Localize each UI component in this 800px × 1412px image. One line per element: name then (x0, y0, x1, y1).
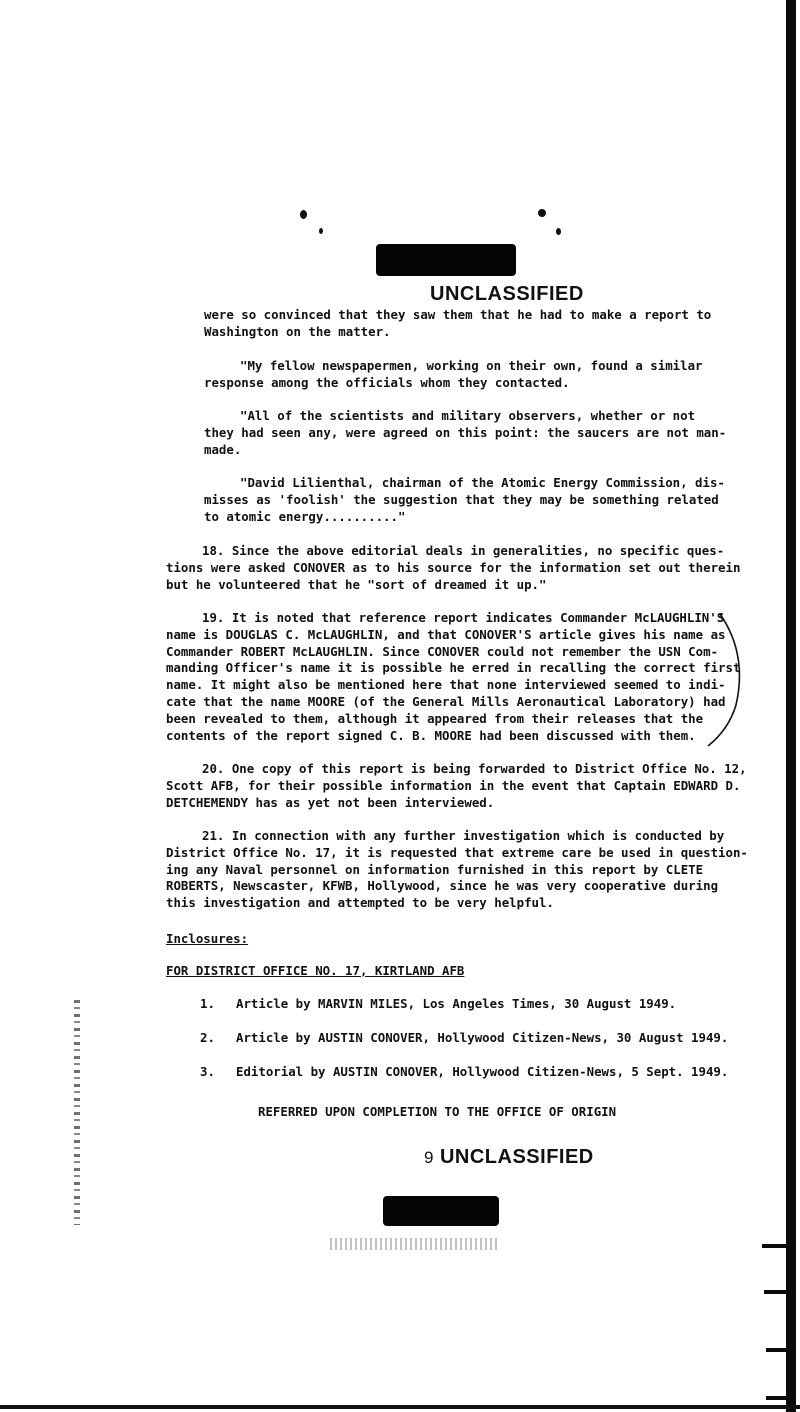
right-border-line (786, 0, 796, 1412)
paragraph-21 (166, 828, 756, 912)
paragraph-19 (166, 610, 756, 744)
text-line: to atomic energy.........." (204, 508, 406, 524)
inclosure-number: 3. (200, 1064, 215, 1079)
text-line: 20. One copy of this report is being forwarded to District Office No. 12, (202, 761, 747, 776)
text-line: "My fellow newspapermen, working on their own, found a similar (240, 358, 703, 373)
inclosure-number: 1. (200, 996, 215, 1011)
right-border-tick (764, 1290, 790, 1294)
inclosure-item (200, 996, 676, 1011)
text-line: they had seen any, were agreed on this point: the saucers are not man- (204, 424, 727, 440)
text-line: cate that the name MOORE (of the General Mills Aeronautical Laboratory) had (166, 693, 726, 709)
redaction-bar-top (376, 244, 516, 276)
right-border-tick (766, 1396, 790, 1400)
handwritten-bracket (700, 610, 750, 750)
text-line: Scott AFB, for their possible information in the event that Captain EDWARD D. (166, 777, 741, 793)
text-line: Washington on the matter. (204, 323, 391, 339)
inclosure-text: Article by AUSTIN CONOVER, Hollywood Citizen-News, 30 August 1949. (236, 1030, 729, 1045)
right-border-tick (762, 1244, 790, 1248)
paragraph-18 (166, 543, 756, 593)
punch-mark (556, 228, 561, 235)
punch-mark (538, 209, 546, 217)
classification-label: UNCLASSIFIED (439, 1146, 594, 1168)
text-line: manding Officer's name it is possible he erred in recalling the correct first (166, 660, 741, 676)
text-line: District Office No. 17, it is requested that extreme care be used in question- (166, 844, 748, 860)
text-line: "David Lilienthal, chairman of the Atomic Energy Commission, dis- (240, 475, 725, 490)
text-line: made. (204, 441, 242, 457)
quote-paragraph-3 (204, 475, 794, 525)
punch-mark (319, 228, 323, 234)
text-line: 18. Since the above editorial deals in generalities, no specific ques- (202, 543, 725, 558)
text-line: name. It might also be mentioned here that none interviewed seemed to indi- (166, 677, 726, 693)
classification-stamp-top: UNCLASSIFIED (430, 283, 584, 305)
intro-paragraph (204, 307, 794, 341)
referred-line: REFERRED UPON COMPLETION TO THE OFFICE OF ORIGIN (258, 1104, 617, 1119)
inclosure-item (200, 1064, 728, 1079)
text-line: "All of the scientists and military observers, whether or not (240, 408, 696, 423)
punch-mark (300, 210, 307, 219)
text-line: this investigation and attempted to be very helpful. (166, 895, 554, 911)
quote-paragraph-1 (204, 358, 794, 392)
text-line: ROBERTS, Newscaster, KFWB, Hollywood, since he was very cooperative during (166, 878, 719, 894)
paragraph-20 (166, 761, 756, 811)
bottom-border-line (0, 1405, 800, 1409)
inclosure-text: Editorial by AUSTIN CONOVER, Hollywood Citizen-News, 5 Sept. 1949. (236, 1064, 729, 1079)
district-office-heading: FOR DISTRICT OFFICE NO. 17, KIRTLAND AFB (166, 963, 465, 978)
inclosure-text: Article by MARVIN MILES, Los Angeles Times, 30 August 1949. (236, 996, 677, 1011)
text-line: Commander ROBERT McLAUGHLIN. Since CONOVER could not remember the USN Com- (166, 643, 719, 659)
scan-smudge (330, 1238, 500, 1250)
inclosure-number: 2. (200, 1030, 215, 1045)
text-line: tions were asked CONOVER as to his source for the information set out therein (166, 559, 741, 575)
classification-stamp-bottom (424, 1146, 594, 1169)
text-line: misses as 'foolish' the suggestion that they may be something related (204, 491, 719, 507)
text-line: but he volunteered that he "sort of dreamed it up." (166, 576, 547, 592)
text-line: 21. In connection with any further investigation which is conducted by (202, 828, 725, 843)
text-line: contents of the report signed C. B. MOORE had been discussed with them. (166, 727, 696, 743)
page-number: 9 (424, 1148, 434, 1167)
text-line: were so convinced that they saw them that he had to make a report to (204, 307, 712, 322)
right-border-tick (766, 1348, 790, 1352)
text-line: response among the officials whom they contacted. (204, 374, 570, 390)
quote-paragraph-2 (204, 408, 794, 458)
text-line: 19. It is noted that reference report indicates Commander McLAUGHLIN'S (202, 610, 725, 625)
scan-noise (74, 1000, 80, 1225)
text-line: been revealed to them, although it appeared from their releases that the (166, 710, 704, 726)
text-line: name is DOUGLAS C. McLAUGHLIN, and that CONOVER'S article gives his name as (166, 626, 726, 642)
redaction-bar-bottom (383, 1196, 499, 1226)
inclosures-heading: Inclosures: (166, 931, 249, 946)
text-line: ing any Naval personnel on information furnished in this report by CLETE (166, 861, 704, 877)
inclosure-item (200, 1030, 728, 1045)
text-line: DETCHEMENDY has as yet not been interviewed. (166, 794, 495, 810)
